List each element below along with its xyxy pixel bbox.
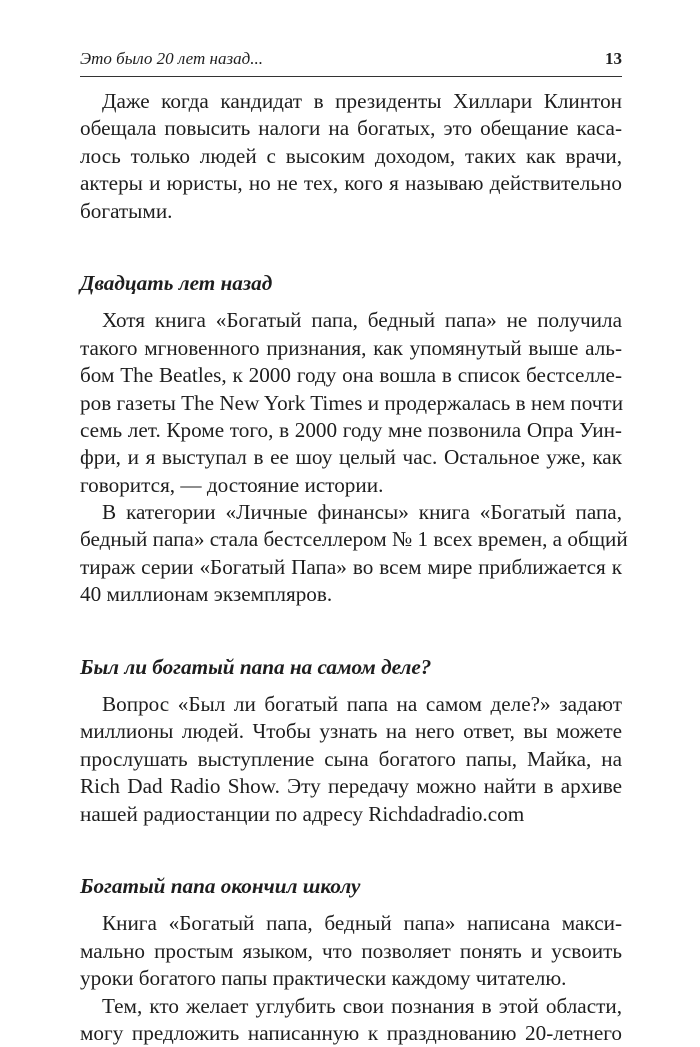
page-number: 13 (605, 49, 622, 68)
text-line: богатыми. (80, 198, 173, 223)
text-line: семь лет. Кроме того, в 2000 году мне позвонила Опра Уин- (80, 417, 622, 442)
section-heading: Был ли богатый папа на самом деле? (80, 654, 432, 679)
text-line: обещала повысить налоги на богатых, это обещание каса- (80, 116, 622, 141)
paragraph (80, 499, 628, 609)
paragraph-intro (80, 88, 622, 225)
text-line: миллионы людей. Чтобы узнать на него ответ, вы можете (80, 719, 622, 744)
text-line: Тем, кто желает углубить свои познания в этой области, (102, 993, 622, 1018)
text-line: Вопрос «Был ли богатый папа на самом деле?» задают (102, 692, 622, 717)
paragraph (80, 691, 622, 828)
text-line: бом The Beatles, к 2000 году она вошла в список бестселле- (80, 363, 622, 388)
text-line: Даже когда кандидат в президенты Хиллари Клинтон (102, 89, 622, 113)
text-line: актеры и юристы, но не тех, кого я называю действительно (80, 171, 622, 196)
text-line: нашей радиостанции по адресу Richdadradio.com (80, 801, 525, 826)
text-line: В категории «Личные финансы» книга «Богатый папа, (102, 500, 622, 525)
text-line: говорится, — достояние истории. (80, 472, 384, 497)
text-line: бедный папа» стала бестселлером № 1 всех времен, а общий (80, 527, 628, 552)
section-heading: Двадцать лет назад (80, 270, 273, 295)
text-line: такого мгновенного признания, как упомянутый выше аль- (80, 335, 622, 360)
text-line: фри, и я выступал в ее шоу целый час. Остальное уже, как (80, 445, 622, 470)
text-line: мально простым языком, что позволяет понять и усвоить (80, 938, 622, 963)
running-header (80, 48, 622, 77)
paragraph (80, 307, 622, 499)
running-title: Это было 20 лет назад... (80, 49, 263, 68)
text-line: Rich Dad Radio Show. Эту передачу можно найти в архиве (80, 774, 622, 799)
page-body (80, 88, 628, 1047)
text-line: тираж серии «Богатый Папа» во всем мире приближается к (80, 554, 622, 579)
text-line: прослушать выступление сына богатого папы, Майка, на (80, 746, 622, 771)
text-line: ров газеты The New York Times и продержалась в нем почти (80, 390, 624, 415)
text-line: уроки богатого папы практически каждому читателю. (80, 966, 567, 991)
section-heading: Богатый папа окончил школу (80, 873, 361, 898)
text-line: могу предложить написанную к празднованию 20-летнего (80, 1020, 622, 1045)
text-line: Хотя книга «Богатый папа, бедный папа» не получила (102, 308, 622, 333)
text-line: 40 миллионам экземпляров. (80, 582, 333, 607)
text-line: Книга «Богатый папа, бедный папа» написана макси- (102, 911, 622, 936)
text-line: лось только людей с высоким доходом, таких как врачи, (80, 143, 622, 168)
paragraph (80, 910, 622, 992)
